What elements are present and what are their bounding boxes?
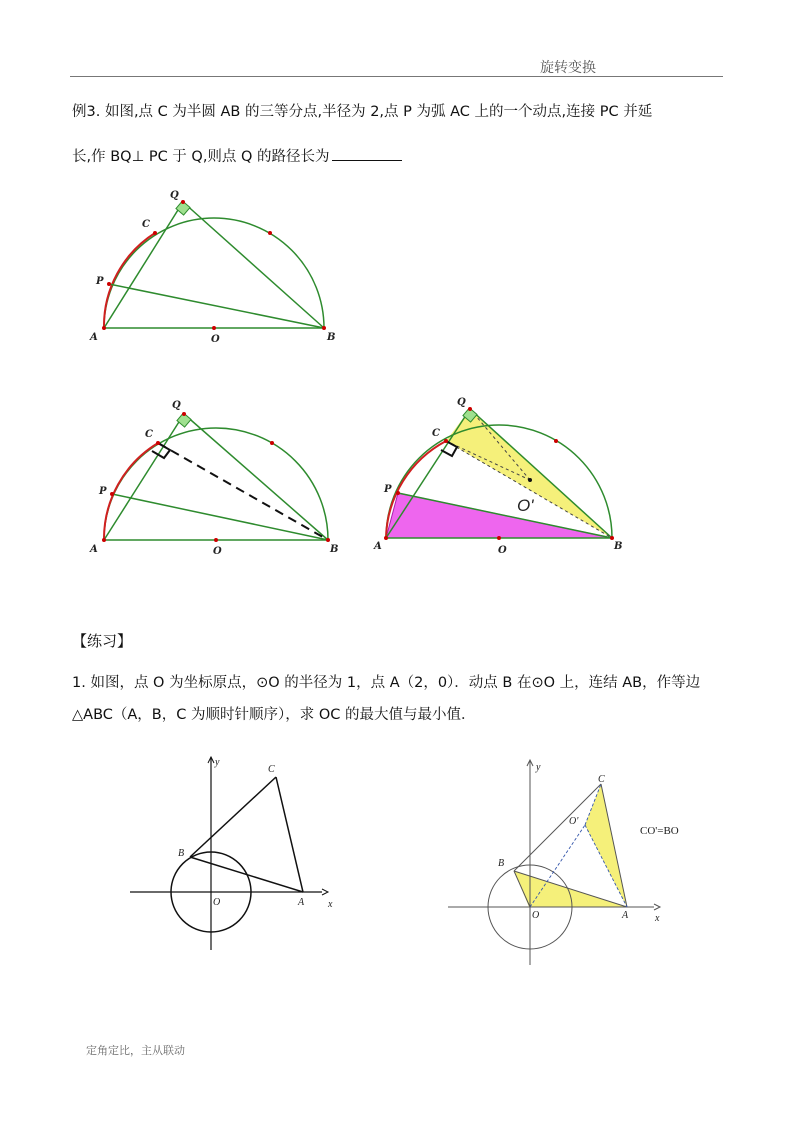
- footer-text: 定角定比，主从联动: [86, 1044, 185, 1057]
- problem1-line2: △ABC（A，B，C 为顺时针顺序），求 OC 的最大值与最小值．: [72, 707, 476, 723]
- label-A-2: A: [90, 544, 98, 555]
- example3-line1: 例3. 如图,点 C 为半圆 AB 的三等分点,半径为 2,点 P 为弧 AC 上的一个动点,连接 PC 并延: [72, 104, 653, 120]
- annotation-co-prime: CO'=BO: [640, 825, 679, 837]
- label-P-1: P: [96, 276, 104, 287]
- label-C-5: C: [598, 774, 605, 785]
- label-x-4: x: [328, 899, 333, 910]
- label-Q-2: Q: [172, 400, 181, 411]
- label-x-5: x: [655, 913, 660, 924]
- label-O-prime-3: O': [517, 496, 534, 515]
- label-B-1: B: [327, 332, 336, 343]
- label-O-3: O: [498, 545, 507, 556]
- label-y-5: y: [536, 762, 541, 773]
- label-P-3: P: [384, 484, 392, 495]
- label-O-1: O: [211, 334, 220, 345]
- label-B-5: B: [498, 858, 505, 869]
- label-C-3: C: [432, 428, 440, 439]
- problem1-line1: 1. 如图，点 O 为坐标原点，⊙O 的半径为 1，点 A（2，0）．动点 B 在⊙O 上，连结 AB，作等边: [72, 675, 701, 691]
- label-B-4: B: [178, 848, 185, 859]
- label-C-1: C: [142, 219, 150, 230]
- label-A-5: A: [622, 910, 629, 921]
- label-O-2: O: [213, 546, 222, 557]
- label-O-4: O: [213, 897, 221, 908]
- label-Q-3: Q: [457, 397, 466, 408]
- label-O-5: O: [532, 910, 540, 921]
- label-B-2: B: [330, 544, 339, 555]
- label-C-2: C: [145, 429, 153, 440]
- header-title: 旋转变换: [540, 60, 596, 76]
- label-A-4: A: [298, 897, 305, 908]
- example3-line2-text: 长,作 BQ⊥ PC 于 Q,则点 Q 的路径长为: [72, 149, 330, 165]
- label-B-3: B: [614, 541, 623, 552]
- label-O-prime-5: O': [569, 816, 579, 827]
- label-Q-1: Q: [170, 190, 179, 201]
- label-C-4: C: [268, 764, 275, 775]
- label-P-2: P: [99, 486, 107, 497]
- label-A-1: A: [90, 332, 98, 343]
- practice-title: 【练习】: [72, 632, 133, 650]
- label-y-4: y: [215, 757, 220, 768]
- label-A-3: A: [374, 541, 382, 552]
